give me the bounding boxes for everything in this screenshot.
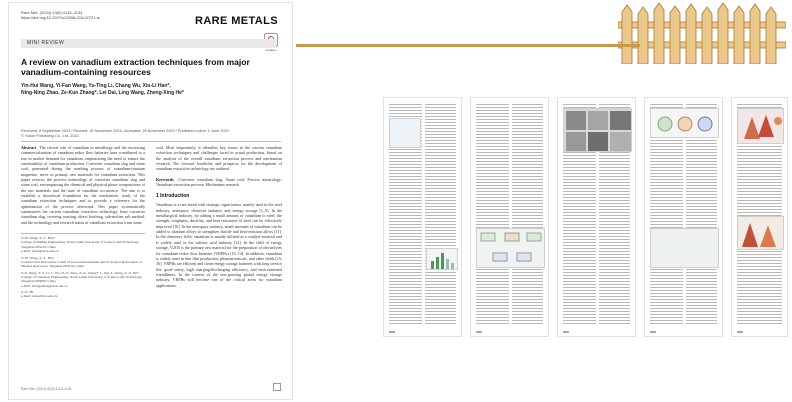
picket-fence-icon — [618, 2, 786, 64]
author-line: Yin-Hui Wang, Yi-Fan Wang, Yu-Ting Li, Chang Wu, Xiu-Li Han*, — [21, 83, 171, 89]
introduction-text: Vanadium is a rare metal with strategic significance, mainly used in the steel industry, aerospace, chemical industry, and energy storage [1–9]. In the metallurgical industry, by adding a small amount of vanadium to steel, the strength, toughness, ductility, and heat resistance of steel can be effectively improved [10]. In the aerospace industry, small amounts of vanadium can be added to titanium alloys to strengthen ductile and heat-resistant alloys [11]. In the chemistry field, vanadium is mainly utilized as a catalyst material and is widely used in the sulfuric acid industry [12]. In the field of energy storage, V2O5 is the primary raw material for the preparation of electrolytes for vanadium redox flow batteries (VRFBs) [13, 14]. In addition, vanadium is widely used in thin film production, pharmaceuticals, and other fields [15, 16]. VRFBs are efficient and clean energy storage batteries with long service life, good safety, high charging/discharging efficiency, and environmental friendliness. In the context of the fast-growing global energy storage industry, VRFBs will become one of the critical areas for vanadium applications. — [156, 202, 282, 288]
journal-name: RARE METALS — [194, 15, 278, 27]
page-thumb-6[interactable] — [731, 97, 788, 337]
dates-line: Received: 8 September 2023 / Revised: 15 November 2023 / Accepted: 28 November 2023 / Published online: 1 June 2024 — [21, 129, 229, 133]
author-list — [21, 83, 261, 96]
article-title: A review on vanadium extraction techniques from major vanadium-containing resources — [21, 57, 250, 77]
affiliation-entry: Y.-H. Wang, X.-L. Han* College of Mining Engineering, North China University of Science and Technology, Tangshan 063210, China e-mail: hanxl@ncst.edu.cn — [21, 236, 140, 254]
page-thumb-2[interactable] — [383, 97, 462, 337]
bar-chart-icon — [427, 249, 459, 271]
journal-doi-line: https://doi.org/10.1007/s12598-024-02721-w — [21, 15, 100, 21]
figure-diagram — [389, 118, 421, 148]
figure-schematic — [650, 108, 719, 138]
figure-process — [650, 228, 719, 268]
abstract-text: The critical role of vanadium in metallurgy and the increasing commercialization of vanadium redox flow batteries have contributed to a rise in market demand for vanadium, emphasizing the need to ensure the sustainability of vanadium production. Converter vanadium slag and stone coal, generated during the smelting process of vanadium-titanium magnetite, serve as primary raw materials for vanadium extraction. This paper reviews the process mineralogy of converter vanadium slag and stone coal, encompassing the chemical and physical phase compositions of the raw materials and the state of vanadium occurrence. The aim is to establish a theoretical foundation for the mechanistic study of the vanadium extraction techniques and to provide a reference for the optimization of the process afterward. This paper systematically summarizes the current vanadium extraction technology from converter vanadium slag, covering roasting, direct leaching, sub-molten salt method, and the technology and research status of vanadium extraction from stone — [21, 145, 146, 225]
article-type-banner — [21, 39, 276, 48]
left-column — [21, 145, 145, 301]
page-thumb-4[interactable] — [557, 97, 636, 337]
article-first-page — [8, 2, 293, 400]
page-thumb-3[interactable] — [470, 97, 549, 337]
abstract — [21, 145, 145, 225]
page-thumb-5[interactable] — [644, 97, 723, 337]
publication-dates — [21, 129, 281, 139]
keywords-label: Keywords — [156, 176, 174, 182]
abstract-continued: coal. Most importantly, it identifies key issues in the current vanadium extraction techniques and challenges faced in actual production, based on the analysis of the overall vanadium extraction process and mechanism research. The forward feasibility and prospects for the development of vanadium extraction technology are outlined. — [156, 145, 282, 172]
article-type-label: MINI REVIEW — [27, 40, 65, 46]
section-heading: 1 Introduction — [156, 193, 190, 200]
publisher-logo-icon — [273, 383, 281, 391]
journal-citation — [21, 10, 100, 20]
keywords — [156, 177, 282, 188]
figure-micrographs — [563, 108, 632, 152]
figure-chart — [426, 248, 458, 270]
figure-crystal-structure — [737, 108, 784, 144]
affiliation-entry: Z.-X. He e-mail: zxhe@ncst.edu.cn — [21, 289, 58, 299]
keywords-text: Converter vanadium slag; Stone coal; Process mineralogy; Vanadium extraction process; Mechanism research — [156, 176, 282, 188]
figure-flowchart — [476, 228, 545, 268]
author-line: Ning-Ning Zhao, Ze-Kun Zhang*, Lei Dai, Ling Wang, Zheng-Xing He* — [21, 89, 184, 96]
right-column — [156, 145, 282, 288]
figure-crystal-structure — [737, 216, 784, 250]
affiliation-entry: Y.-H. Wang, X.-L. Han Collaborative Innovation Center of Green Development and Ecological Restoration of Mineral Resources, Tangshan 063210, China — [21, 255, 142, 269]
crossmark-label: updates — [265, 48, 277, 52]
page-footer — [21, 387, 281, 391]
copyright-line: © Youke Publishing Co., Ltd. 2024 — [21, 133, 79, 138]
affiliations — [21, 233, 145, 298]
footer-citation: Rare Met. (2024) 43(9):4119–4131 — [21, 387, 72, 391]
affiliation-entry: Y.-F. Wang, Y.-T. Li, C. Wu, N.-N. Zhao, Z.-K. Zhang*, L. Dai, L. Wang, Z.-X. He* College of Chemical Engineering, North China University of Science and Technology, Tangshan 063009, China e-mail: zhangzekun@ncst.edu.cn — [21, 270, 143, 288]
journal-citation-line: Rare Met. (2024) 43(9):4119–4131 — [21, 10, 83, 15]
abstract-label: Abstract — [21, 145, 37, 150]
header-divider — [21, 141, 281, 142]
orange-divider-line — [296, 44, 640, 47]
